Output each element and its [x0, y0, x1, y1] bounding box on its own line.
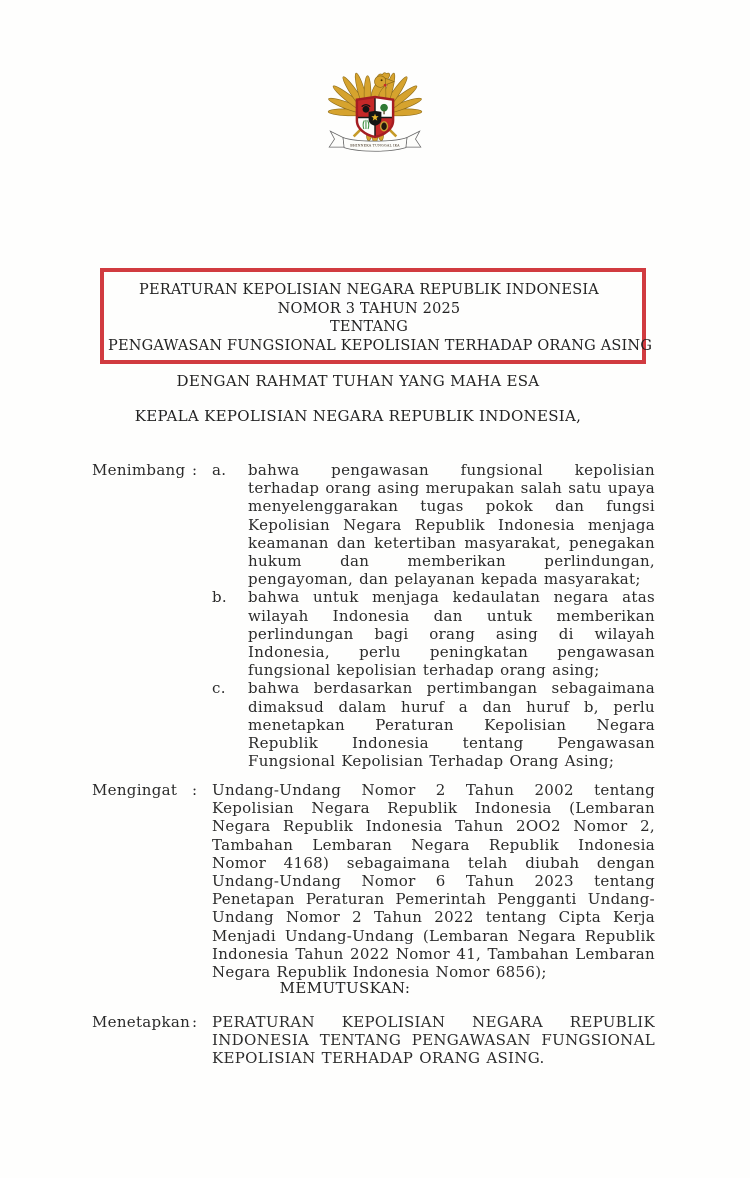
banyan-tree-icon — [380, 104, 388, 112]
item-text: bahwa pengawasan fungsional kepolisian terhadap orang asing merupakan salah satu upaya menyelenggarakan tugas pokok dan fungsi Kepolisian Negara Republik Indonesia menjaga keamanan dan ketertiban masyarakat, penegakan hukum dan memberikan perlindungan, pengayoman, dan pelayanan kepada masyarakat; — [248, 461, 655, 589]
considering-item-a — [212, 461, 655, 588]
chain-icon — [381, 122, 388, 131]
item-marker: c. — [212, 679, 226, 698]
garuda-svg — [321, 64, 429, 162]
invocation-line: DENGAN RAHMAT TUHAN YANG MAHA ESA — [176, 372, 540, 390]
enacting-label: Menetapkan — [92, 1013, 191, 1031]
enacting-colon: : — [192, 1013, 198, 1031]
item-text: bahwa untuk menjaga kedaulatan negara atas wilayah Indonesia dan untuk memberikan perlindungan bagi orang asing di wilayah Indonesia, perlu peningkatan pengawasan fungsional kepolisian terhadap orang asing; — [248, 588, 655, 680]
recalling-section — [92, 781, 655, 981]
considering-item-c — [212, 679, 655, 770]
memutuskan-heading: MEMUTUSKAN: — [279, 979, 411, 997]
regulation-title-line: PERATURAN KEPOLISIAN NEGARA REPUBLIK INDONESIA — [139, 282, 599, 298]
considering-colon: : — [192, 461, 198, 479]
garuda-pancasila-emblem — [321, 64, 429, 162]
regulation-title-box — [100, 268, 653, 364]
emblem-ribbon-text: BHINNEKA TUNGGAL IKA — [350, 143, 400, 148]
considering-label: Menimbang — [92, 461, 186, 479]
enacting-text: PERATURAN KEPOLISIAN NEGARA REPUBLIK INDONESIA TENTANG PENGAWASAN FUNGSIONAL KEPOLISIAN TERHADAP ORANG ASING. — [212, 1013, 655, 1068]
regulation-subject-line: PENGAWASAN FUNGSIONAL KEPOLISIAN TERHADAP ORANG ASING — [108, 338, 653, 355]
item-text: bahwa berdasarkan pertimbangan sebagaimana dimaksud dalam huruf a dan huruf b, perlu menetapkan Peraturan Kepolisian Negara Republik Indonesia tentang Pengawasan Fungsional Kepolisian Terhadap Orang Asing; — [248, 679, 655, 771]
authority-line: KEPALA KEPOLISIAN NEGARA REPUBLIK INDONESIA, — [134, 407, 582, 425]
considering-section — [92, 461, 655, 770]
pancasila-shield — [357, 97, 393, 138]
recalling-colon: : — [192, 781, 198, 799]
considering-item-b — [212, 588, 655, 679]
recalling-label: Mengingat — [92, 781, 178, 799]
tentang-line: TENTANG — [330, 319, 408, 336]
item-marker: b. — [212, 588, 227, 607]
recalling-text: Undang-Undang Nomor 2 Tahun 2002 tentang Kepolisian Negara Republik Indonesia (Lembaran Negara Republik Indonesia Tahun 2OO2 Nomor 2, Tambahan Lembaran Negara Republik Indonesia Nomor 4168) sebagaimana telah diubah dengan Undang-Undang Nomor 6 Tahun 2023 tentang Penetapan Peraturan Pemerintah Pengganti Undang-Undang Nomor 2 Tahun 2022 tentang Cipta Kerja Menjadi Undang-Undang (Lembaran Negara Republik Indonesia Tahun 2022 Nomor 41, Tambahan Lembaran Negara Republik Indonesia Nomor 6856); — [212, 781, 655, 982]
item-marker: a. — [212, 461, 227, 479]
enacting-section — [92, 1013, 655, 1068]
regulation-number-line: NOMOR 3 TAHUN 2025 — [277, 300, 461, 317]
